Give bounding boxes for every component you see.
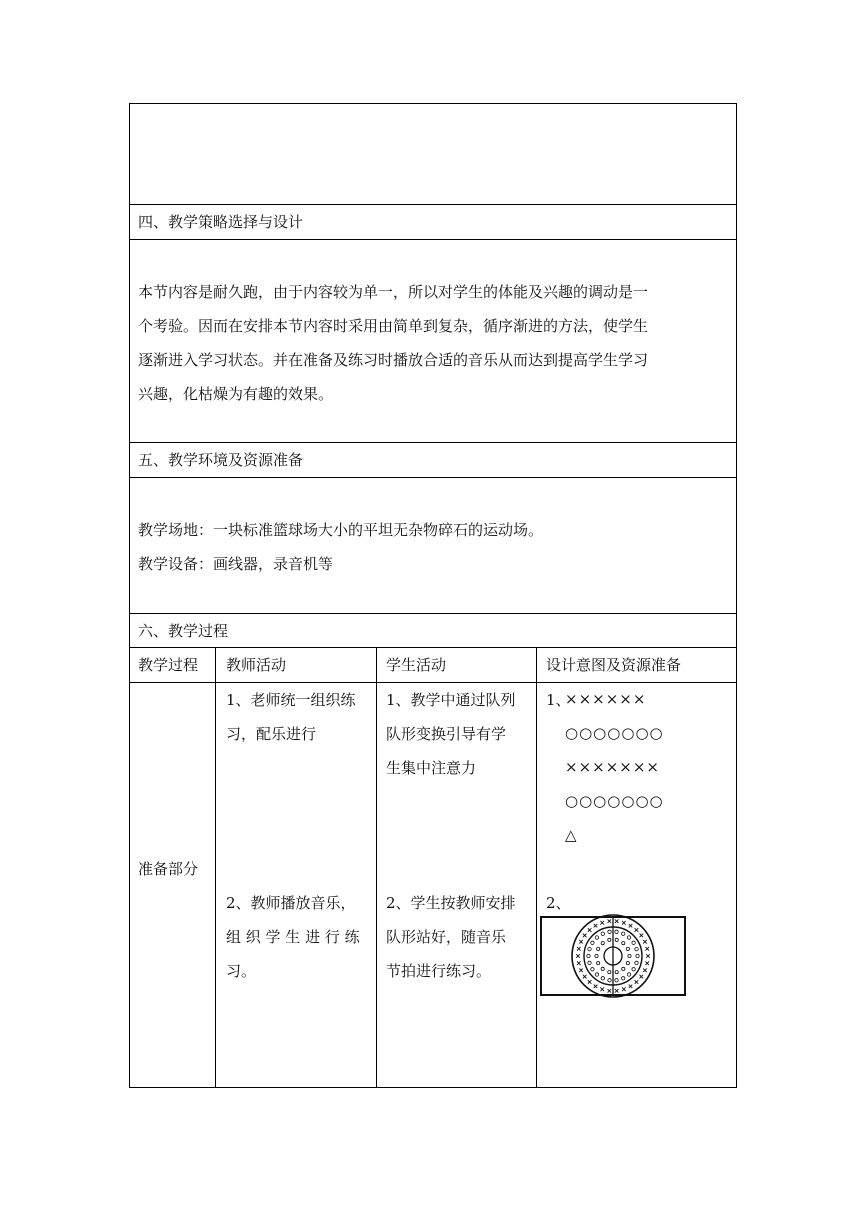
design-item-1-prefix: 1、 xyxy=(546,691,571,709)
circle-marker xyxy=(588,947,591,950)
design-item-2-prefix: 2、 xyxy=(546,894,571,912)
row-divider xyxy=(129,442,737,443)
circle-marker xyxy=(608,970,611,973)
circle-marker xyxy=(615,938,618,941)
circle-marker xyxy=(615,930,618,933)
student-activity-line: 生集中注意力 xyxy=(386,759,477,777)
teacher-activity-line: 组 织 学 生 进 行 练 xyxy=(226,928,360,946)
process-heading: 六、教学过程 xyxy=(138,622,229,640)
circle-marker xyxy=(608,930,611,933)
column-header-process: 教学过程 xyxy=(138,656,199,674)
student-activity-line: 队形站好，随音乐 xyxy=(386,928,507,946)
column-divider xyxy=(215,647,216,1088)
teacher-activity-line: 习，配乐进行 xyxy=(226,725,317,743)
circle-marker xyxy=(591,941,594,944)
strategy-line: 兴趣，化枯燥为有趣的效果。 xyxy=(138,385,334,403)
formation-row-circle: ○○○○○○○ xyxy=(565,792,664,810)
circle-marker xyxy=(627,973,630,976)
circle-marker xyxy=(597,962,600,965)
column-header-teacher: 教师活动 xyxy=(226,656,287,674)
environment-heading: 五、教学环境及资源准备 xyxy=(138,451,304,469)
circle-marker xyxy=(626,962,629,965)
circle-marker xyxy=(615,970,618,973)
circle-marker xyxy=(588,961,591,964)
circle-marker xyxy=(632,968,635,971)
student-activity-line: 队形变换引导有学 xyxy=(386,725,507,743)
circle-marker xyxy=(636,954,639,957)
student-activity-line: 1、教学中通过队列 xyxy=(386,691,516,709)
teacher-activity-line: 2、教师播放音乐， xyxy=(226,894,356,912)
circle-marker xyxy=(601,932,604,935)
circle-marker xyxy=(601,941,604,944)
row-divider xyxy=(129,647,737,648)
environment-paragraph xyxy=(138,513,728,581)
phase-label: 准备部分 xyxy=(138,860,199,878)
teacher-activity-1 xyxy=(226,683,356,751)
circle-marker xyxy=(635,961,638,964)
strategy-line: 个考验。因而在安排本节内容时采用由简单到复杂，循序渐进的方法，使学生 xyxy=(138,317,649,335)
strategy-line: 本节内容是耐久跑，由于内容较为单一，所以对学生的体能及兴趣的调动是一 xyxy=(138,283,649,301)
environment-line-venue: 教学场地：一块标准篮球场大小的平坦无杂物碎石的运动场。 xyxy=(138,521,544,539)
circle-marker xyxy=(628,954,631,957)
row-divider xyxy=(129,477,737,478)
circle-marker xyxy=(627,936,630,939)
row-divider xyxy=(129,204,737,205)
strategy-heading: 四、教学策略选择与设计 xyxy=(138,213,304,231)
circle-marker xyxy=(622,967,625,970)
student-activity-1 xyxy=(386,683,516,785)
column-divider xyxy=(536,647,537,1088)
student-activity-line: 节拍进行练习。 xyxy=(386,962,492,980)
teacher-activity-line: 习。 xyxy=(226,962,257,980)
strategy-paragraph xyxy=(138,275,728,411)
circle-marker xyxy=(591,968,594,971)
circle-marker xyxy=(587,954,590,957)
row-divider xyxy=(129,613,737,614)
circle-marker xyxy=(635,947,638,950)
formation-row-cross: ×××××× xyxy=(565,690,647,708)
column-divider xyxy=(376,647,377,1088)
circle-marker xyxy=(601,967,604,970)
strategy-line: 逐渐进入学习状态。并在准备及练习时播放合适的音乐从而达到提高学生学习 xyxy=(138,351,649,369)
circle-marker xyxy=(615,979,618,982)
circle-marker xyxy=(626,947,629,950)
circle-marker xyxy=(608,938,611,941)
teacher-activity-line: 1、老师统一组织练 xyxy=(226,691,356,709)
court-formation-diagram xyxy=(539,914,687,998)
formation-row-circle: ○○○○○○○ xyxy=(565,724,664,742)
column-header-student: 学生活动 xyxy=(386,656,447,674)
circle-marker xyxy=(622,941,625,944)
circle-marker xyxy=(621,977,624,980)
circle-marker xyxy=(608,979,611,982)
circle-marker xyxy=(595,954,598,957)
environment-line-equipment: 教学设备：画线器，录音机等 xyxy=(138,555,334,573)
row-divider xyxy=(129,239,737,240)
student-activity-2 xyxy=(386,886,516,988)
student-activity-line: 2、学生按教师安排 xyxy=(386,894,516,912)
column-header-design: 设计意图及资源准备 xyxy=(546,656,682,674)
teacher-triangle-icon: △ xyxy=(565,826,578,844)
circle-marker xyxy=(601,977,604,980)
circle-marker xyxy=(621,932,624,935)
teacher-activity-2 xyxy=(226,886,360,988)
circle-marker xyxy=(597,947,600,950)
circle-marker xyxy=(632,941,635,944)
formation-row-cross: ××××××× xyxy=(565,758,660,776)
circle-marker xyxy=(595,973,598,976)
circle-marker xyxy=(595,936,598,939)
